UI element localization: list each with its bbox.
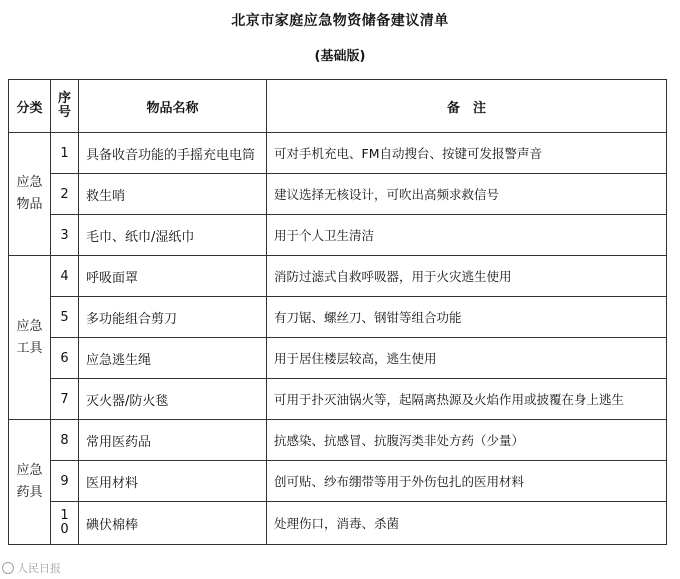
table-header-row bbox=[9, 80, 667, 133]
item-note: 处理伤口，消毒、杀菌 bbox=[267, 502, 667, 545]
category-cell bbox=[9, 256, 51, 420]
item-name: 毛巾、纸巾/湿纸巾 bbox=[79, 215, 267, 256]
item-name: 具备收音功能的手摇充电电筒 bbox=[79, 133, 267, 174]
row-number: 3 bbox=[51, 215, 79, 256]
document-title: 北京市家庭应急物资储备建议清单 bbox=[231, 13, 449, 29]
category-label: 应急 bbox=[16, 318, 43, 334]
row-number: 2 bbox=[51, 174, 79, 215]
item-note: 可用于扑灭油锅火等，起隔离热源及火焰作用或披覆在身上逃生 bbox=[267, 379, 667, 420]
table-row bbox=[9, 379, 667, 420]
item-note: 创可贴、纱布绷带等用于外伤包扎的医用材料 bbox=[267, 461, 667, 502]
table-row bbox=[9, 461, 667, 502]
item-name: 应急逃生绳 bbox=[79, 338, 267, 379]
row-number: 8 bbox=[51, 420, 79, 461]
category-label: 应急 bbox=[16, 463, 43, 478]
row-number: 4 bbox=[51, 256, 79, 297]
item-note: 消防过滤式自救呼吸器，用于火灾逃生使用 bbox=[267, 256, 667, 297]
item-note: 可对手机充电、FM自动搜台、按键可发报警声音 bbox=[267, 133, 667, 174]
header-seq-top: 序 bbox=[57, 91, 71, 106]
table-row bbox=[9, 256, 667, 297]
table-row bbox=[9, 215, 667, 256]
category-label: 物品 bbox=[16, 197, 43, 212]
watermark bbox=[2, 560, 61, 576]
category-label: 药具 bbox=[16, 485, 43, 500]
table-row bbox=[9, 133, 667, 174]
row-number: 7 bbox=[51, 379, 79, 420]
item-name: 多功能组合剪刀 bbox=[79, 297, 267, 338]
row-number: 9 bbox=[51, 461, 79, 502]
item-note: 建议选择无核设计，可吹出高频求救信号 bbox=[267, 174, 667, 215]
row-number: 5 bbox=[51, 297, 79, 338]
table-row bbox=[9, 174, 667, 215]
row-number-digit: 0 bbox=[60, 522, 69, 537]
category-label: 工具 bbox=[16, 340, 43, 356]
row-number-digit: 1 bbox=[60, 508, 69, 523]
item-name: 医用材料 bbox=[79, 461, 267, 502]
watermark-text: 人民日报 bbox=[17, 562, 61, 575]
table-row bbox=[9, 338, 667, 379]
item-name: 碘伏棉棒 bbox=[79, 502, 267, 545]
header-category: 分类 bbox=[9, 80, 51, 133]
watermark-logo-icon bbox=[2, 562, 14, 574]
item-name: 救生哨 bbox=[79, 174, 267, 215]
item-note: 抗感染、抗感冒、抗腹泻类非处方药（少量） bbox=[267, 420, 667, 461]
item-name: 灭火器/防火毯 bbox=[79, 379, 267, 420]
header-seq bbox=[51, 80, 79, 133]
category-cell bbox=[9, 133, 51, 256]
item-note: 用于个人卫生清洁 bbox=[267, 215, 667, 256]
item-note: 有刀锯、螺丝刀、钢钳等组合功能 bbox=[267, 297, 667, 338]
header-remarks: 备 注 bbox=[267, 80, 667, 133]
table-row bbox=[9, 420, 667, 461]
category-label: 应急 bbox=[16, 175, 43, 190]
document-subtitle: (基础版) bbox=[314, 49, 366, 64]
supply-table bbox=[8, 79, 667, 545]
table-row bbox=[9, 502, 667, 545]
row-number: 1 bbox=[51, 133, 79, 174]
header-item: 物品名称 bbox=[79, 80, 267, 133]
table-row bbox=[9, 297, 667, 338]
item-name: 呼吸面罩 bbox=[79, 256, 267, 297]
item-name: 常用医药品 bbox=[79, 420, 267, 461]
header-seq-bottom: 号 bbox=[57, 105, 71, 120]
item-note: 用于居住楼层较高，逃生使用 bbox=[267, 338, 667, 379]
row-number bbox=[51, 502, 79, 545]
category-cell bbox=[9, 420, 51, 545]
row-number: 6 bbox=[51, 338, 79, 379]
